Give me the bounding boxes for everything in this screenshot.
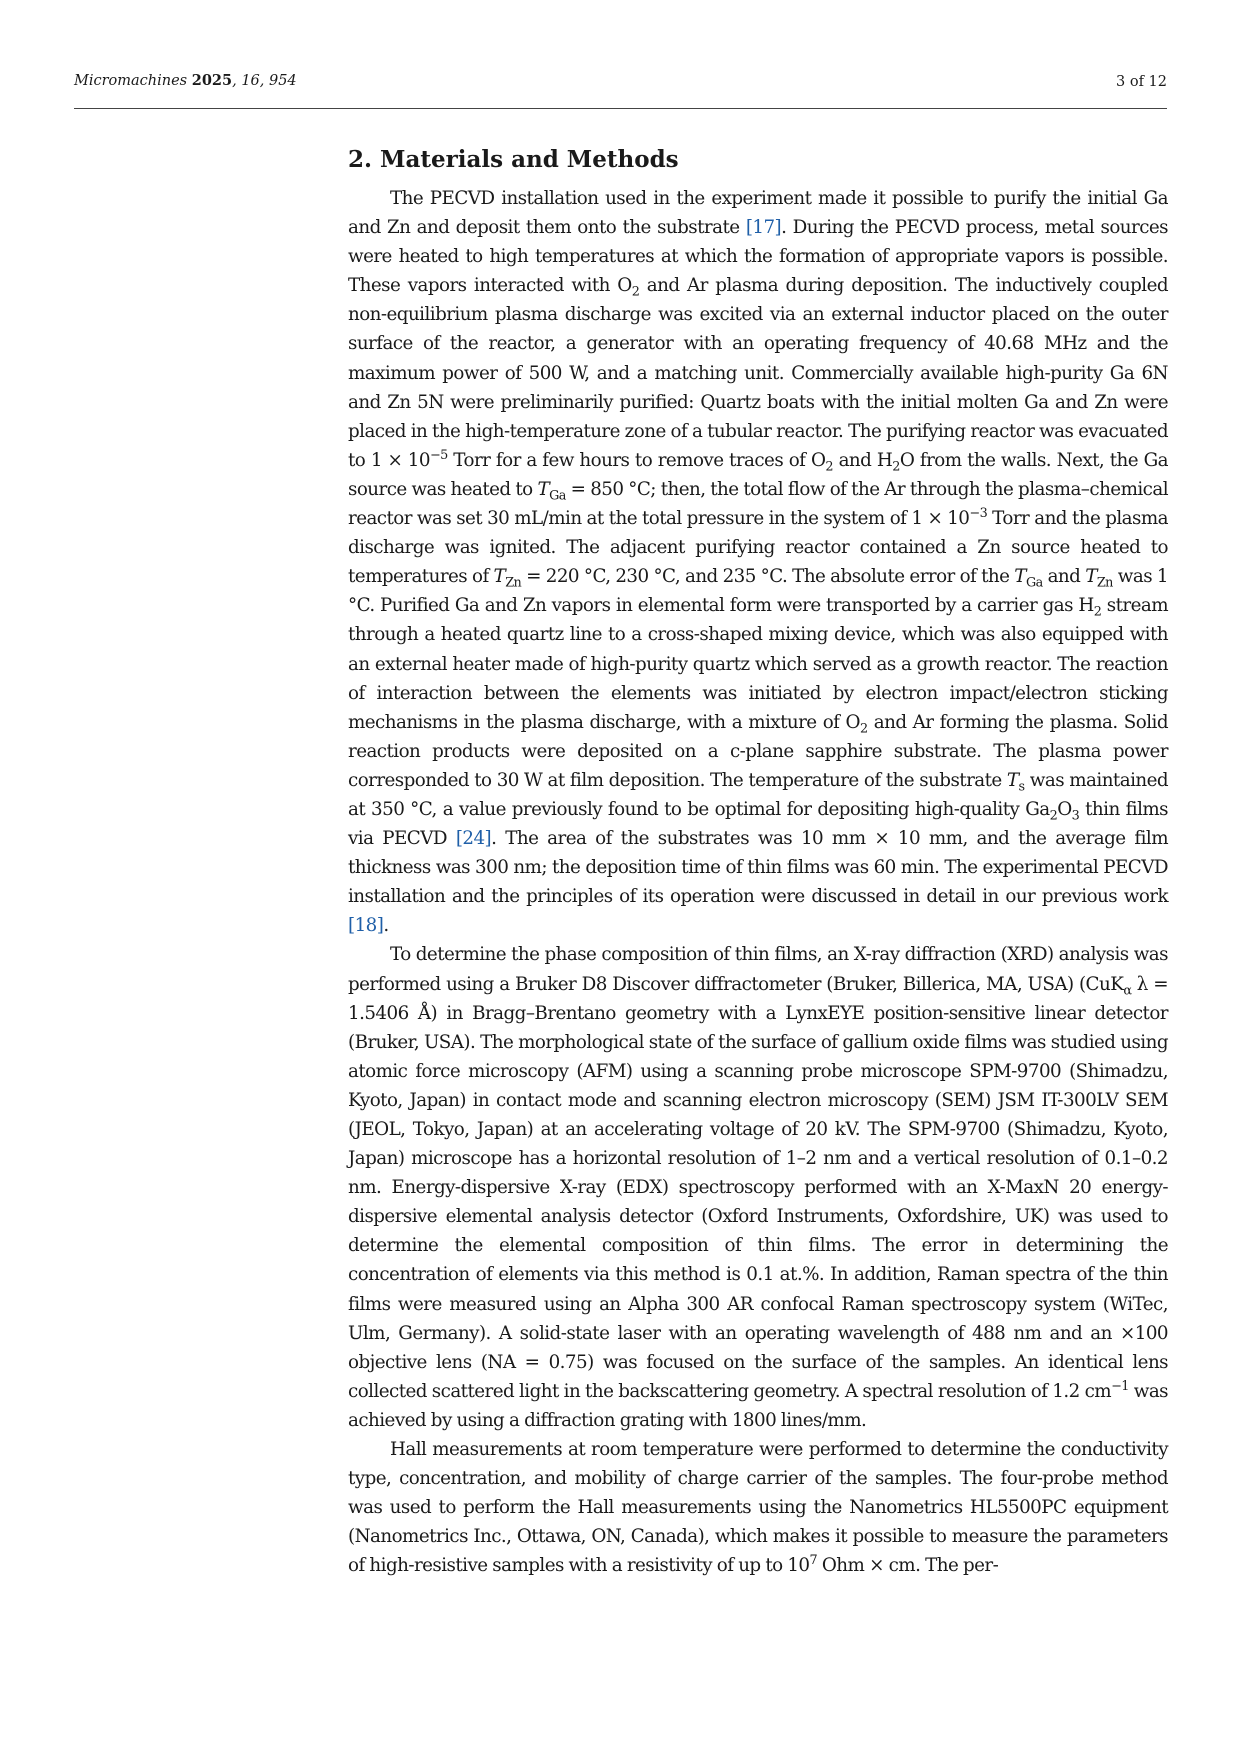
text-run: O from the walls. Next, the Ga source was heated to [348, 449, 1168, 500]
page-number: 3 of 12 [1116, 74, 1167, 90]
text-run: was 1 °C. Purified Ga and Zn vapors in elemental form were transported by a carrier gas H [348, 566, 1168, 617]
text-run: T [1085, 566, 1097, 588]
citation-link[interactable]: [24] [455, 828, 492, 850]
text-run: Zn [1096, 575, 1113, 591]
text-run: 7 [809, 1553, 818, 1569]
section-title: 2. Materials and Methods [348, 146, 679, 173]
text-run: s [1018, 779, 1025, 795]
text-run: 2 [1049, 808, 1058, 824]
text-run: = 850 °C; then, the total flow of the Ar through the plasma–chemical reactor was set 30 mL/min at the total pressure in the system of 1 × 10 [348, 478, 1168, 530]
text-run: and Ar forming the plasma. Solid reaction products were deposited on a c-plane sapphire substrate. The plasma power corresponded to 30 W at film deposition. The temperature of the substrate [348, 711, 1168, 791]
text-run: To determine the phase composition of thin films, an X-ray diffraction (XRD) analysis was performed using a Bruker D8 Discover diffractometer (Bruker, Billerica, MA, USA) (CuK [348, 944, 1168, 995]
text-run: and [1042, 566, 1086, 588]
text-run: T [537, 478, 550, 500]
text-run: λ = 1.5406 Å) in Bragg–Brentano geometry with a LynxEYE position-sensitive linear detector (Bruker, USA). The morphological state of the surface of gallium oxide films was studied using atomic force microscopy (AFM) using a scanning probe microscope SPM-9700 (Shimadzu, Kyoto, Japan) in contact mode and scanning electron microscopy (SEM) JSM IT-300LV SEM (JEOL, Tokyo, Japan) at an accelerating voltage of 20 kV. The SPM-9700 (Shimadzu, Kyoto, Japan) microscope has a horizontal resolution of 1–2 nm and a vertical resolution of 0.1–0.2 nm. Energy-dispersive X-ray (EDX) spectroscopy performed with an X-MaxN 20 energy-dispersive elemental analysis detector (Oxford Instruments, Oxfordshire, UK) was used to determine the elemental composition of thin films. The error in determining the concentration of elements via this method is 0.1 at.%. In addition, Raman spectra of the thin films were measured using an Alpha 300 AR confocal Raman spectroscopy system (WiTec, Ulm, Germany). A solid-state laser with an operating wavelength of 488 nm and an ×100 objective lens (NA = 0.75) was focused on the surface of the samples. An identical lens collected scattered light in the backscattering geometry. A spectral resolution of 1.2 cm [348, 973, 1169, 1402]
text-run: . [383, 915, 389, 937]
text-run: Torr and the plasma discharge was ignited. The adjacent purifying reactor contained a Zn source heated to temperatures of [348, 508, 1168, 588]
journal-article: 954 [268, 73, 297, 89]
text-run: and Ar plasma during deposition. The inductively coupled non-equilibrium plasma discharge was excited via an external inductor placed on the outer surface of the reactor, a generator with an operating frequency of 40.68 MHz and the maximum power of 500 W, and a matching unit. Commercially available high-purity Ga 6N and Zn 5N were preliminarily purified: Quartz boats with the initial molten Ga and Zn were placed in the high-temperature zone of a tubular reactor. The purifying reactor was evacuated to 1 × 10 [348, 275, 1169, 471]
text-run: Hall measurements at room temperature were performed to determine the conductivity type, concentration, and mobility of charge carrier of the samples. The four-probe method was used to perform the Hall measurements using the Nanometrics HL5500PC equipment (Nanometrics Inc., Ottawa, ON, Canada), which makes it possible to measure the parameters of high-resistive samples with a resistivity of up to 10 [348, 1439, 1168, 1577]
text-run: was achieved by using a diffraction grating with 1800 lines/mm. [348, 1380, 1169, 1431]
text-run: thin films via PECVD [348, 798, 1168, 850]
text-run: 3 [1071, 808, 1080, 824]
citation-link[interactable]: [18] [348, 915, 384, 937]
text-run: stream through a heated quartz line to a cross-shaped mixing device, which was also equipped with an external heater made of high-purity quartz which served as a growth reactor. The reaction of interaction between the elements was initiated by electron impact/electron sticking mechanisms in the plasma discharge, with a mixture of O [348, 595, 1169, 733]
text-run: = 220 °C, 230 °C, and 235 °C. The absolute error of the [521, 566, 1015, 588]
text-run: Torr for a few hours to remove traces of O [447, 449, 826, 471]
text-run: . During the PECVD process, metal sources were heated to high temperatures at which the formation of appropriate vapors is possible. These vapors interacted with O [348, 217, 1169, 297]
paragraph-hall-measurements [348, 1435, 1168, 1580]
page-header [74, 72, 1167, 109]
text-run: The PECVD installation used in the experiment made it possible to purify the initial Ga and Zn and deposit them onto the substrate [348, 188, 1168, 239]
text-run: 2 [825, 459, 833, 475]
text-run: T [1006, 769, 1019, 791]
text-run: α [1123, 983, 1132, 999]
text-run: −5 [429, 447, 448, 463]
text-run: T [1014, 566, 1026, 588]
body-text [348, 184, 1168, 1581]
text-run: Zn [505, 575, 522, 591]
text-run: . The area of the substrates was 10 mm × 10 mm, and the average film thickness was 300 nm; the deposition time of thin films was 60 min. The experimental PECVD installation and the principles of its operation were discussed in detail in our previous work [348, 828, 1168, 908]
text-run: Ohm × cm. The per- [817, 1555, 999, 1577]
text-run: and H [833, 449, 893, 471]
text-run: 2 [1093, 604, 1102, 620]
text-run: Ga [549, 488, 566, 504]
journal-name: Micromachines [74, 73, 188, 89]
text-run: −3 [969, 505, 988, 521]
paragraph-materials-deposition [348, 184, 1168, 940]
journal-year: 2025 [191, 72, 233, 89]
text-run: 2 [860, 721, 868, 737]
paragraph-characterization [348, 940, 1168, 1435]
journal-volume: 16 [241, 73, 260, 89]
journal-citation: Micromachines 2025, 16, 954 [74, 72, 297, 89]
text-run: 2 [631, 284, 640, 300]
text-run: was maintained at 350 °C, a value previously found to be optimal for depositing high-quality Ga [348, 769, 1169, 820]
text-run: Ga [1025, 575, 1043, 591]
text-run: O [1057, 798, 1072, 820]
text-run: T [493, 566, 506, 588]
citation-link[interactable]: [17] [745, 217, 782, 239]
text-run: −1 [1111, 1378, 1129, 1394]
text-run: 2 [892, 459, 900, 475]
